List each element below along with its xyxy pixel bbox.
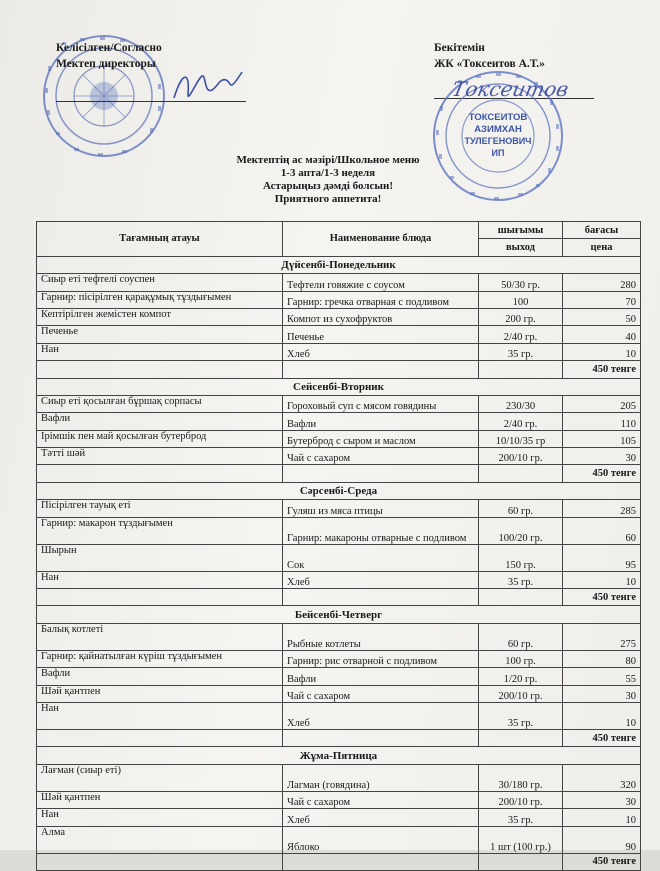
dish-name-ru: Яблоко [283,826,479,853]
day-name: Бейсенбі-Четверг [37,606,641,623]
dish-price: 95 [563,544,641,571]
dish-name-kz: Нан [37,702,283,729]
table-row [37,448,641,465]
stamp-name-line1: ТОКСЕИТОВ [468,112,528,123]
day-total: 450 тенге [563,589,641,606]
dish-price: 55 [563,668,641,685]
dish-name-kz: Печенье [37,326,283,343]
dish-name-kz: Лағман (сиыр еті) [37,764,283,791]
total-empty-cell [37,853,283,870]
dish-name-ru: Гуляш из мяса птицы [283,500,479,517]
stamp-name-line3: ТУЛЕГЕНОВИЧ [464,136,532,146]
total-empty-cell [283,589,479,606]
dish-output: 1 шт (100 гр.) [479,826,563,853]
dish-name-ru: Рыбные котлеты [283,623,479,650]
dish-price: 50 [563,308,641,325]
table-row [37,826,641,853]
director-label: Мектеп директоры [56,58,156,70]
dish-name-kz: Сиыр еті тефтелі соуспен [37,274,283,291]
dish-output: 200/10 гр. [479,685,563,702]
dish-name-kz: Нан [37,571,283,588]
table-row [37,500,641,517]
dish-name-ru: Вафли [283,668,479,685]
table-row [37,430,641,447]
dish-output: 100/20 гр. [479,517,563,544]
dish-name-kz: Кептірілген жемістен компот [37,308,283,325]
header-output-ru: выход [479,239,563,256]
stamp-name-line4: ИП [491,148,505,158]
total-empty-cell [37,589,283,606]
dish-price: 60 [563,517,641,544]
menu-title [0,154,660,206]
table-row [37,623,641,650]
dish-price: 280 [563,274,641,291]
table-row [37,571,641,588]
day-total: 450 тенге [563,729,641,746]
dish-price: 205 [563,395,641,412]
header-output-kz: шығымы [479,222,563,239]
dish-price: 285 [563,500,641,517]
dish-output: 35 гр. [479,702,563,729]
dish-output: 60 гр. [479,500,563,517]
day-total-row [37,729,641,746]
dish-price: 30 [563,448,641,465]
dish-price: 320 [563,764,641,791]
dish-price: 10 [563,571,641,588]
dish-name-ru: Хлеб [283,343,479,360]
dish-name-ru: Вафли [283,413,479,430]
dish-name-ru: Хлеб [283,809,479,826]
title-line4: Приятного аппетита! [274,193,382,205]
dish-name-kz: Пісірілген тауық еті [37,500,283,517]
table-row [37,517,641,544]
dish-name-kz: Вафли [37,413,283,430]
dish-price: 90 [563,826,641,853]
day-total-row [37,853,641,870]
total-empty-cell [479,589,563,606]
dish-price: 10 [563,343,641,360]
total-empty-cell [283,465,479,482]
table-row [37,650,641,667]
header-price-ru: цена [563,239,641,256]
dish-price: 275 [563,623,641,650]
dish-name-ru: Гарнир: макароны отварные с подливом [283,517,479,544]
day-row [37,256,641,273]
title-line1: Мектептің ас мәзірі/Школьное меню [236,154,420,166]
dish-output: 10/10/35 гр [479,430,563,447]
total-empty-cell [283,729,479,746]
approval-left [56,40,162,72]
total-empty-cell [479,729,563,746]
header-price-kz: бағасы [563,222,641,239]
dish-name-ru: Тефтели говяжие с соусом [283,274,479,291]
approve-label: Бекітемін [434,42,485,54]
day-total: 450 тенге [563,361,641,378]
header-dish-kz: Тағамның атауы [37,222,283,257]
table-row [37,809,641,826]
stamp-name-line2: АЗИМХАН [474,124,522,135]
day-total-row [37,361,641,378]
table-row [37,291,641,308]
day-name: Сейсенбі-Вторник [37,378,641,395]
dish-name-kz: Сиыр еті қосылған бұршақ сорпасы [37,395,283,412]
dish-output: 1/20 гр. [479,668,563,685]
dish-output: 100 [479,291,563,308]
table-row [37,326,641,343]
total-empty-cell [479,361,563,378]
dish-output: 2/40 гр. [479,326,563,343]
table-row [37,308,641,325]
dish-name-kz: Шәй қантпен [37,791,283,808]
day-row [37,747,641,764]
dish-output: 2/40 гр. [479,413,563,430]
day-name: Жұма-Пятница [37,747,641,764]
dish-name-ru: Лагман (говядина) [283,764,479,791]
dish-output: 200 гр. [479,308,563,325]
dish-name-ru: Бутерброд с сыром и маслом [283,430,479,447]
entrepreneur-signature [449,72,571,106]
table-row [37,343,641,360]
agreed-label: Келісілген/Согласно [56,42,162,54]
dish-name-kz: Алма [37,826,283,853]
day-row [37,482,641,499]
dish-price: 10 [563,809,641,826]
entrepreneur-label: ЖК «Токсеитов А.Т.» [434,58,545,70]
dish-name-kz: Гарнир: қайнатылған күріш тұздығымен [37,650,283,667]
dish-name-ru: Гороховый суп с мясом говядины [283,395,479,412]
total-empty-cell [37,361,283,378]
dish-output: 30/180 гр. [479,764,563,791]
dish-price: 80 [563,650,641,667]
dish-name-kz: Балық котлеті [37,623,283,650]
dish-name-ru: Чай с сахаром [283,685,479,702]
dish-name-kz: Гарнир: пісірілген қарақұмық тұздығымен [37,291,283,308]
table-row [37,791,641,808]
day-total-row [37,465,641,482]
total-empty-cell [283,853,479,870]
dish-output: 150 гр. [479,544,563,571]
director-signature [168,64,248,108]
dish-price: 105 [563,430,641,447]
total-empty-cell [37,465,283,482]
dish-name-kz: Шәй қантпен [37,685,283,702]
header-dish-ru: Наименование блюда [283,222,479,257]
dish-name-ru: Хлеб [283,571,479,588]
dish-name-kz: Вафли [37,668,283,685]
menu-table [36,221,641,871]
dish-name-ru: Компот из сухофруктов [283,308,479,325]
dish-name-ru: Хлеб [283,702,479,729]
day-row [37,378,641,395]
dish-name-kz: Ірімшік пен май қосылған бутерброд [37,430,283,447]
dish-output: 230/30 [479,395,563,412]
dish-name-ru: Сок [283,544,479,571]
menu-table-body [37,256,641,870]
total-empty-cell [283,361,479,378]
dish-name-kz: Шырын [37,544,283,571]
table-row [37,685,641,702]
dish-price: 30 [563,791,641,808]
dish-output: 100 гр. [479,650,563,667]
day-total-row [37,589,641,606]
total-empty-cell [37,729,283,746]
table-row [37,413,641,430]
table-row [37,544,641,571]
day-name: Дүйсенбі-Понедельник [37,256,641,273]
day-total: 450 тенге [563,853,641,870]
dish-name-ru: Гарнир: рис отварной с подливом [283,650,479,667]
table-row [37,764,641,791]
dish-name-ru: Чай с сахаром [283,791,479,808]
dish-output: 35 гр. [479,571,563,588]
table-row [37,702,641,729]
entrepreneur-signature-text: Токсеитов [449,77,571,101]
total-empty-cell [479,465,563,482]
dish-price: 40 [563,326,641,343]
dish-name-kz: Нан [37,343,283,360]
day-row [37,606,641,623]
dish-price: 10 [563,702,641,729]
dish-output: 50/30 гр. [479,274,563,291]
day-total: 450 тенге [563,465,641,482]
title-line3: Астарыңыз дәмді болсын! [262,180,394,192]
table-row [37,274,641,291]
dish-output: 35 гр. [479,809,563,826]
title-line2: 1-3 апта/1-3 неделя [280,167,376,179]
dish-output: 200/10 гр. [479,791,563,808]
dish-name-kz: Гарнир: макарон тұздығымен [37,517,283,544]
dish-name-ru: Печенье [283,326,479,343]
table-row [37,668,641,685]
dish-price: 110 [563,413,641,430]
dish-price: 70 [563,291,641,308]
dish-name-kz: Тәтті шәй [37,448,283,465]
total-empty-cell [479,853,563,870]
dish-output: 35 гр. [479,343,563,360]
dish-name-kz: Нан [37,809,283,826]
dish-price: 30 [563,685,641,702]
dish-name-ru: Чай с сахаром [283,448,479,465]
day-name: Сәрсенбі-Среда [37,482,641,499]
dish-output: 200/10 гр. [479,448,563,465]
dish-output: 60 гр. [479,623,563,650]
dish-name-ru: Гарнир: гречка отварная с подливом [283,291,479,308]
table-row [37,395,641,412]
